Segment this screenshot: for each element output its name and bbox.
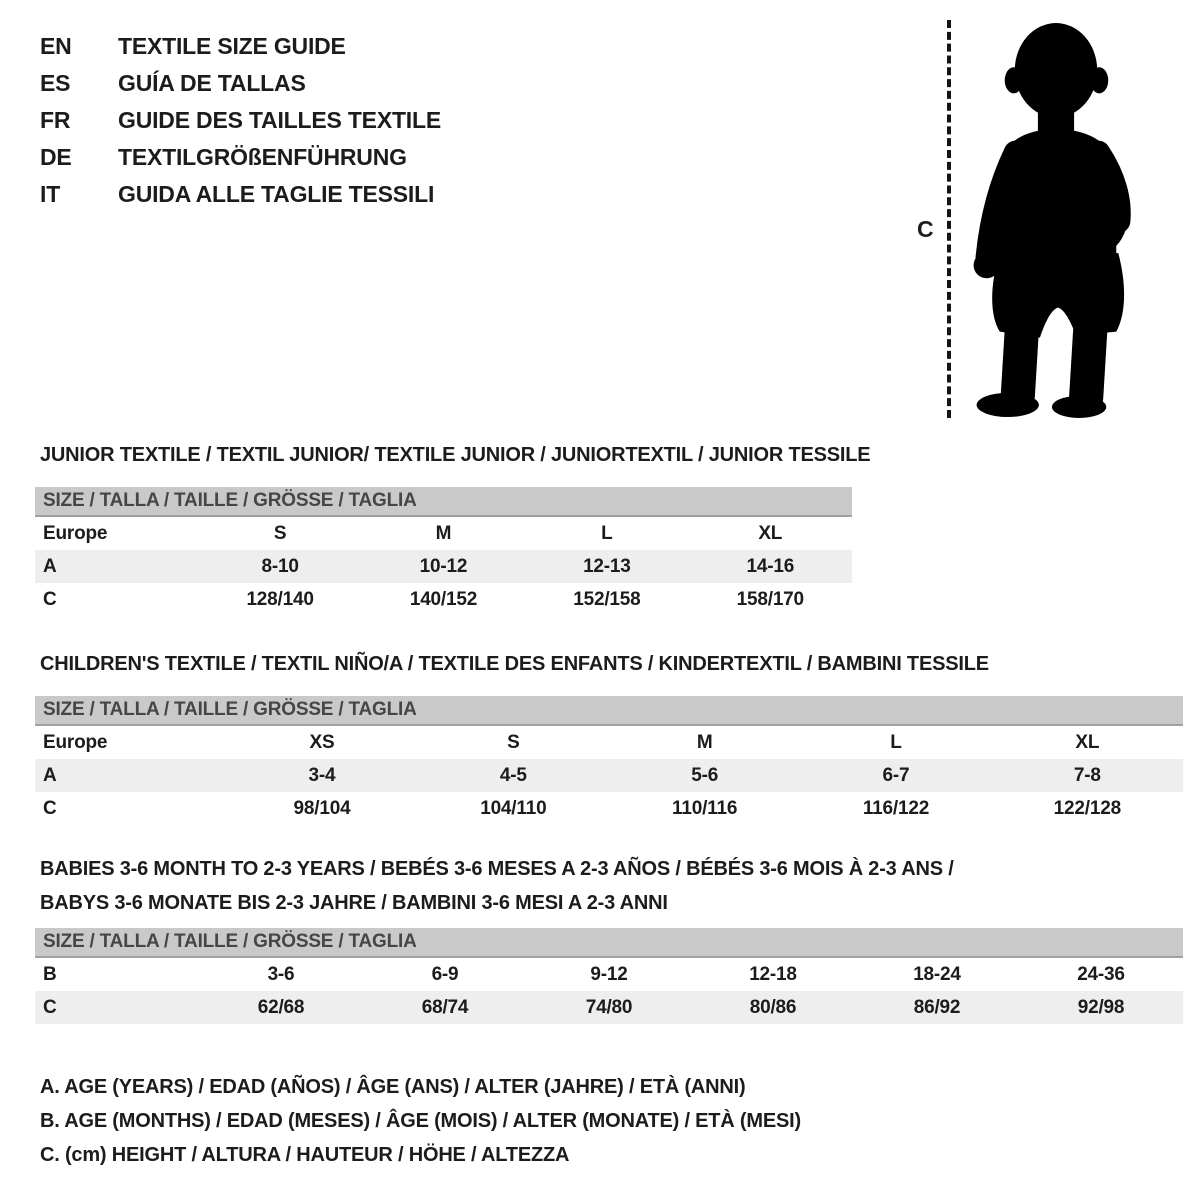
value-cell: XS (309, 731, 335, 753)
height-dashed-line (947, 20, 951, 418)
language-code: DE (40, 144, 72, 170)
language-row (40, 65, 441, 102)
language-code: ES (40, 70, 71, 96)
title-line: CHILDREN'S TEXTILE / TEXTIL NIÑO/A / TEXTILE DES ENFANTS / KINDERTEXTIL / BAMBINI TESSILE (40, 653, 989, 675)
guide-title: TEXTILGRÖßENFÜHRUNG (118, 144, 407, 170)
value-cell: 86/92 (855, 991, 1019, 1024)
guide-title: GUIDE DES TAILLES TEXTILE (118, 107, 441, 133)
guide-title: GUIDA ALLE TAGLIE TESSILI (118, 181, 435, 207)
row-label: A (35, 759, 226, 792)
legend-line: B. AGE (MONTHS) / EDAD (MESES) / ÂGE (MOIS) / ALTER (MONATE) / ETÀ (MESI) (40, 1110, 801, 1132)
row-label: Europe (43, 731, 108, 753)
junior-section (0, 438, 1200, 616)
table-row-europe (35, 516, 852, 550)
guide-title: TEXTILE SIZE GUIDE (118, 33, 346, 59)
value-cell: 110/116 (672, 797, 738, 819)
babies-size-table (35, 928, 1183, 1024)
value-cell: 7-8 (992, 759, 1183, 792)
table-row-c (35, 583, 852, 616)
title-line: BABIES 3-6 MONTH TO 2-3 YEARS / BEBÉS 3-6 MESES A 2-3 AÑOS / BÉBÉS 3-6 MOIS À 2-3 ANS / (40, 858, 954, 880)
value-cell: L (601, 522, 613, 544)
table-row-c (35, 991, 1183, 1024)
value-cell: 158/170 (736, 588, 804, 610)
row-label: B (43, 963, 57, 985)
language-code: IT (40, 181, 61, 207)
value-cell: 140/152 (409, 588, 478, 610)
value-cell: 3-4 (226, 759, 417, 792)
value-cell: 14-16 (689, 550, 852, 583)
language-code: EN (40, 33, 72, 59)
value-cell: 6-9 (431, 963, 459, 985)
header-area (0, 0, 1200, 432)
row-label: C (35, 991, 199, 1024)
size-tables-container (0, 438, 1200, 1024)
language-row (40, 139, 441, 176)
value-cell: 10-12 (362, 550, 525, 583)
value-cell: 68/74 (363, 991, 527, 1024)
value-cell: 5-6 (609, 759, 800, 792)
value-cell: 3-6 (267, 963, 295, 985)
value-cell: S (507, 731, 520, 753)
size-header-row (35, 696, 1183, 725)
language-row (40, 102, 441, 139)
value-cell: 4-5 (418, 759, 609, 792)
value-cell: M (435, 522, 452, 544)
value-cell: 8-10 (198, 550, 361, 583)
value-cell: 12-13 (525, 550, 688, 583)
table-row-a (35, 550, 852, 583)
value-cell: 62/68 (199, 991, 363, 1024)
language-row (40, 28, 441, 65)
value-cell: 80/86 (691, 991, 855, 1024)
table-row-europe (35, 725, 1183, 759)
children-title (40, 647, 1200, 681)
legend-line: A. AGE (YEARS) / EDAD (AÑOS) / ÂGE (ANS) / ALTER (JAHRE) / ETÀ (ANNI) (40, 1076, 746, 1098)
value-cell: 152/158 (573, 588, 641, 610)
table-row-c (35, 792, 1183, 825)
legend-line: C. (cm) HEIGHT / ALTURA / HAUTEUR / HÖHE / ALTEZZA (40, 1144, 570, 1166)
value-cell: 98/104 (293, 797, 351, 819)
row-label: C (43, 588, 57, 610)
value-cell: L (890, 731, 902, 753)
value-cell: XL (758, 522, 783, 544)
value-cell: 6-7 (800, 759, 991, 792)
row-label: Europe (43, 522, 108, 544)
language-code: FR (40, 107, 71, 133)
children-section (0, 647, 1200, 825)
size-header-row (35, 928, 1183, 957)
legend-notes (40, 1070, 1200, 1172)
value-cell: 104/110 (480, 797, 547, 819)
language-title-list (40, 28, 441, 213)
size-header-cell: SIZE / TALLA / TAILLE / GRÖSSE / TAGLIA (35, 487, 852, 516)
value-cell: XL (1075, 731, 1100, 753)
value-cell: 18-24 (913, 963, 961, 985)
value-cell: M (696, 731, 713, 753)
value-cell: 74/80 (527, 991, 691, 1024)
table-row-b (35, 957, 1183, 991)
value-cell: 122/128 (1053, 797, 1121, 819)
babies-title (40, 852, 1200, 920)
value-cell: 92/98 (1019, 991, 1183, 1024)
title-line: BABYS 3-6 MONATE BIS 2-3 JAHRE / BAMBINI 3-6 MESI A 2-3 ANNI (40, 892, 668, 914)
value-cell: 116/122 (862, 797, 930, 819)
size-header-cell: SIZE / TALLA / TAILLE / GRÖSSE / TAGLIA (35, 928, 1183, 957)
table-row-a (35, 759, 1183, 792)
junior-size-table (35, 487, 852, 616)
title-line: JUNIOR TEXTILE / TEXTIL JUNIOR/ TEXTILE JUNIOR / JUNIORTEXTIL / JUNIOR TESSILE (40, 444, 871, 466)
value-cell: S (273, 522, 287, 544)
value-cell: 24-36 (1077, 963, 1125, 985)
height-diagram (905, 12, 1185, 422)
babies-section (0, 852, 1200, 1024)
measure-c-label: C (917, 216, 934, 242)
toddler-silhouette-icon (967, 16, 1149, 418)
junior-title (40, 438, 1200, 472)
row-label: A (35, 550, 198, 583)
value-cell: 128/140 (246, 588, 314, 610)
size-header-cell: SIZE / TALLA / TAILLE / GRÖSSE / TAGLIA (35, 696, 1183, 725)
value-cell: 12-18 (749, 963, 797, 985)
size-header-row (35, 487, 852, 516)
children-size-table (35, 696, 1183, 825)
row-label: C (43, 797, 57, 819)
language-row (40, 176, 441, 213)
value-cell: 9-12 (590, 963, 628, 985)
guide-title: GUÍA DE TALLAS (118, 70, 306, 96)
